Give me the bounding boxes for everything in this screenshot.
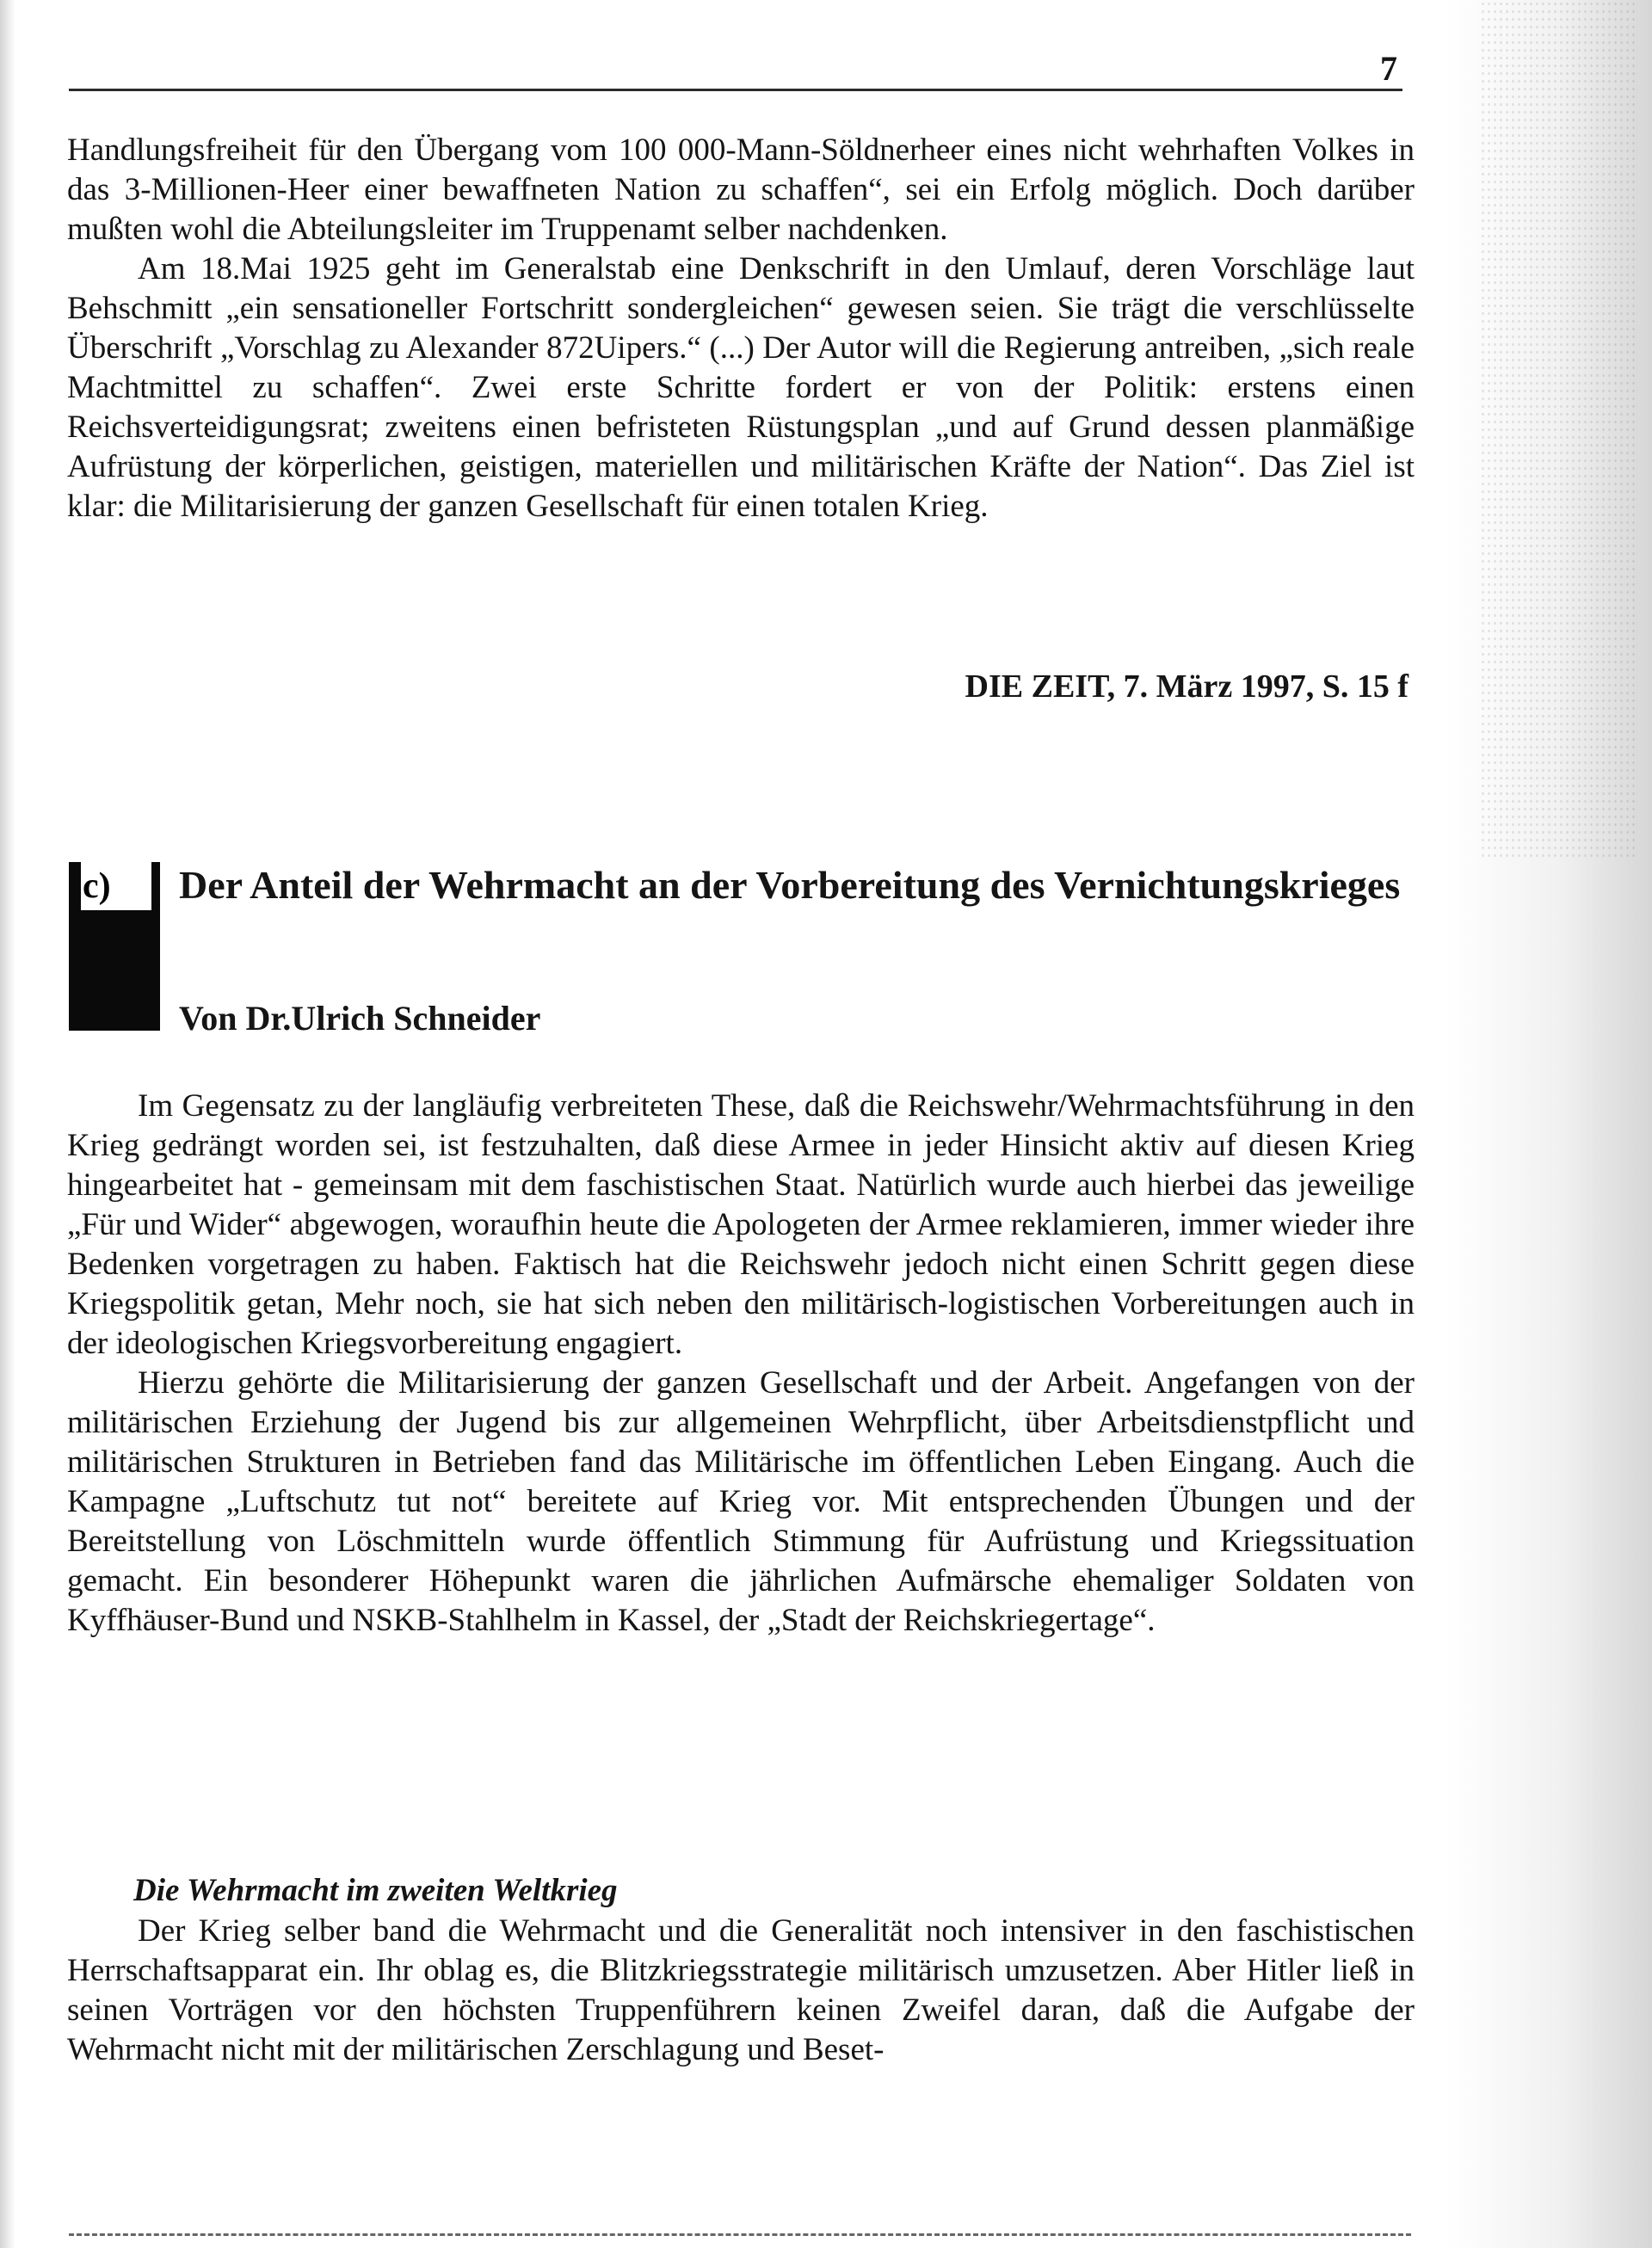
- paragraph: Im Gegensatz zu der langläufig verbreiteten These, daß die Reichswehr/Wehrmachtsführung in den Krieg gedrängt worden sei, ist festzuhalten, daß diese Armee in jeder Hinsicht aktiv auf diesen Krieg hingearbeitet hat - gemeinsam mit dem faschistischen Staat. Natürlich wurde auch hierbei das jeweilige „Für und Wider“ abgewogen, woraufhin heute die Apologeten der Armee reklamieren, immer wieder ihre Bedenken vorgetragen zu haben. Faktisch hat die Reichswehr jedoch nicht einen Schritt gegen diese Kriegspolitik getan, Mehr noch, sie hat sich neben den militärisch-logistischen Vorbereitungen auch in der ideologischen Kriegsvorbereitung engagiert.: [67, 1088, 1415, 1361]
- section-author: Von Dr.Ulrich Schneider: [179, 999, 541, 1038]
- section-title: Der Anteil der Wehrmacht an der Vorbereitung des Vernichtungskrieges: [179, 863, 1401, 907]
- upper-article-text: [67, 131, 1415, 527]
- subsection-heading: Die Wehrmacht im zweiten Weltkrieg: [133, 1873, 618, 1908]
- paragraph: Am 18.Mai 1925 geht im Generalstab eine Denkschrift in den Umlauf, deren Vorschläge laut Behschmitt „ein sensationeller Fortschritt sondergleichen“ gewesen seien. Sie trägt die verschlüsselte Überschrift „Vorschlag zu Alexander 872Uipers.“ (...) Der Autor will die Regierung antreiben, „sich reale Machtmittel zu schaffen“. Zwei erste Schritte fordert er von der Politik: erstens einen Reichsverteidigungsrat; zweitens einen befristeten Rüstungsplan „und auf Grund dessen planmäßige Aufrüstung der körperlichen, geistigen, materiellen und militärischen Kräfte der Nation“. Das Ziel ist klar: die Militarisierung der ganzen Gesellschaft für einen totalen Krieg.: [67, 251, 1415, 524]
- footer-rule: [69, 2233, 1411, 2236]
- section-marker-bar: [69, 862, 160, 1031]
- section-marker-label: c): [81, 862, 151, 910]
- subsection-body-text: [67, 1912, 1415, 2070]
- source-citation: DIE ZEIT, 7. März 1997, S. 15 f: [965, 668, 1409, 705]
- page-number: 7: [1380, 49, 1397, 88]
- scan-speckle-noise: [1480, 0, 1635, 860]
- paragraph: Hierzu gehörte die Militarisierung der ganzen Gesellschaft und der Arbeit. Angefangen von der militärischen Erziehung der Jugend bis zur allgemeinen Wehrpflicht, über Arbeitsdienstpflicht und militärischen Strukturen in Betrieben fand das Militärische im öffentlichen Leben Eingang. Auch die Kampagne „Luftschutz tut not“ bereitete auf Krieg vor. Mit entsprechenden Übungen und der Bereitstellung von Löschmitteln wurde öffentlich Stimmung für Aufrüstung und Kriegssituation gemacht. Ein besonderer Höhepunkt waren die jährlichen Aufmärsche ehemaliger Soldaten von Kyffhäuser-Bund und NSKB-Stahlhelm in Kassel, der „Stadt der Reichskriegertage“.: [67, 1365, 1415, 1638]
- scan-left-edge-shadow: [0, 0, 15, 2248]
- paragraph: Handlungsfreiheit für den Übergang vom 100 000-Mann-Söldnerheer eines nicht wehrhaften Volkes in das 3-Millionen-Heer einer bewaffneten Nation zu schaffen“, sei ein Erfolg möglich. Doch darüber mußten wohl die Abteilungsleiter im Truppenamt selber nachdenken.: [67, 132, 1415, 247]
- section-body-text: [67, 1087, 1415, 1641]
- paragraph: Der Krieg selber band die Wehrmacht und die Generalität noch intensiver in den faschistischen Herrschaftsapparat ein. Ihr oblag es, die Blitzkriegsstrategie militärisch umzusetzen. Aber Hitler ließ in seinen Vorträgen vor den höchsten Truppenführern keinen Zweifel daran, daß die Aufgabe der Wehrmacht nicht mit der militärischen Zerschlagung und Beset-: [67, 1913, 1415, 2067]
- header-rule: [69, 89, 1402, 91]
